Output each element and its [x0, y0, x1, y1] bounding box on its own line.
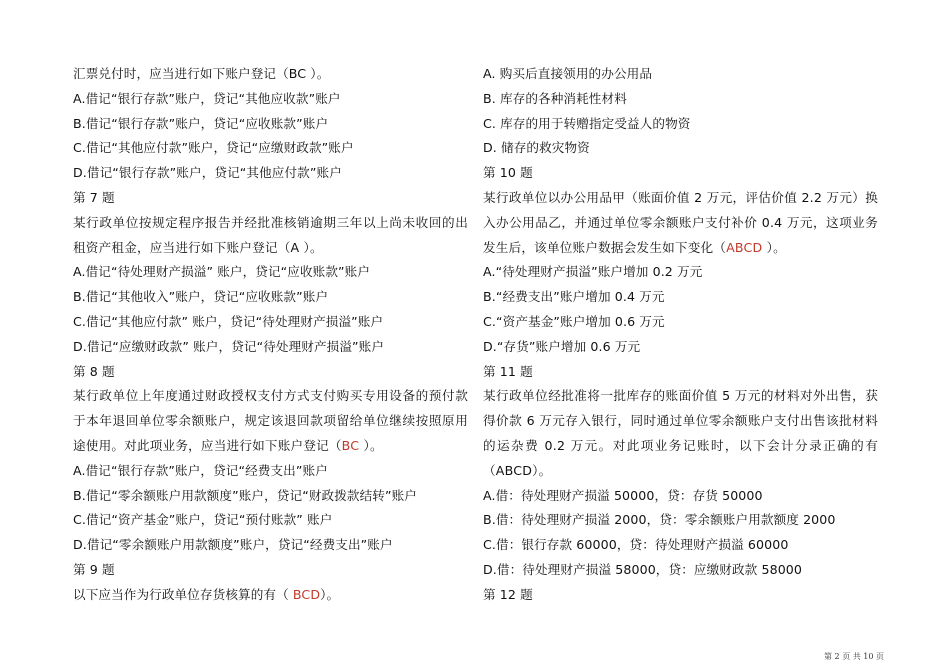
question-9-option-a: A. 购买后直接领用的办公用品: [483, 66, 653, 81]
question-8-option-a: A.借记“银行存款”账户，贷记“经费支出”账户: [73, 462, 328, 478]
question-9-option-c: C. 库存的用于转赠指定受益人的物资: [483, 115, 691, 131]
question-10-stem: [483, 186, 878, 260]
question-8-option-b: B.借记“零余额账户用款额度”账户，贷记“财政拨款结转”账户: [73, 487, 417, 503]
question-9-stem-end: ）。: [320, 586, 340, 602]
question-11-option-a: A.借：待处理财产损溢 50000，贷：存货 50000: [483, 487, 763, 503]
option-d: D.借记“银行存款”账户，贷记“其他应付款”账户: [73, 165, 342, 181]
question-11-option-b: B.借：待处理财产损溢 2000，贷：零余额账户用款额度 2000: [483, 512, 836, 528]
question-7-title: 第 7 题: [73, 189, 115, 205]
question-9-title: 第 9 题: [73, 561, 115, 577]
continued-question-stem: 汇票兑付时，应当进行如下账户登记（BC ）。: [73, 66, 330, 81]
option-b: B.借记“银行存款”账户，贷记“应收账款”账户: [73, 115, 329, 131]
question-10-option-c: C.“资产基金”账户增加 0.6 万元: [483, 313, 665, 329]
option-c: C.借记“其他应付款”账户，贷记“应缴财政款”账户: [73, 140, 354, 156]
page-number: 第 2 页 共 10 页: [824, 652, 884, 661]
question-8-answer: BC: [341, 437, 360, 453]
question-8-stem-text: 某行政单位上年度通过财政授权支付方式支付购买专用设备的预付款于本年退回单位零余额账户，规定该退回款项留给单位继续按照原用途使用。对此项业务，应当进行如下账户登记（: [73, 388, 468, 453]
question-11-title: 第 11 题: [483, 363, 533, 379]
question-10-title: 第 10 题: [483, 165, 533, 181]
question-9-stem: [73, 583, 468, 608]
question-11-stem: 某行政单位经批准将一批库存的账面价值 5 万元的材料对外出售，获得价款 6 万元存入银行，同时通过单位零余额账户支付出售该批材料的运杂费 0.2 万元。对此项业务记账时，以下会计分录正确的有（ABCD）。: [483, 388, 878, 478]
option-a: A.借记“银行存款”账户，贷记“其他应收款”账户: [73, 90, 341, 106]
question-11-option-c: C.借：银行存款 60000，贷：待处理财产损溢 60000: [483, 537, 789, 553]
question-8-stem: [73, 384, 468, 458]
question-10-option-d: D.“存货”账户增加 0.6 万元: [483, 338, 641, 354]
question-10-option-a: A.“待处理财产损溢”账户增加 0.2 万元: [483, 264, 703, 280]
question-7-option-d: D.借记“应缴财政款” 账户，贷记“待处理财产损溢”账户: [73, 338, 385, 354]
question-7-option-a: A.借记“待处理财产损溢” 账户，贷记“应收账款”账户: [73, 264, 371, 280]
left-column: [73, 62, 468, 608]
question-7-option-c: C.借记“其他应付款” 账户，贷记“待处理财产损溢”账户: [73, 313, 384, 329]
question-10-stem-text: 某行政单位以办公用品甲（账面价值 2 万元，评估价值 2.2 万元）换入办公用品乙，并通过单位零余额账户支付补价 0.4 万元，这项业务发生后，该单位账户数据会发生如下变化（: [483, 189, 878, 255]
question-8-option-d: D.借记“零余额账户用款额度”账户，贷记“经费支出”账户: [73, 537, 393, 553]
question-9-answer: BCD: [292, 586, 321, 602]
question-10-answer: ABCD: [726, 239, 763, 255]
right-column: [483, 62, 878, 608]
question-8-title: 第 8 题: [73, 363, 115, 379]
question-9-option-d: D. 储存的救灾物资: [483, 140, 590, 156]
question-10-option-b: B.“经费支出”账户增加 0.4 万元: [483, 289, 665, 305]
question-7-option-b: B.借记“其他收入”账户，贷记“应收账款”账户: [73, 289, 329, 305]
question-9-option-b: B. 库存的各种消耗性材料: [483, 90, 627, 106]
question-8-stem-end: ）。: [359, 437, 383, 453]
question-12-title: 第 12 题: [483, 586, 533, 602]
question-9-stem-text: 以下应当作为行政单位存货核算的有（: [73, 586, 293, 602]
question-10-stem-end: ）。: [762, 239, 786, 255]
question-7-stem: 某行政单位按规定程序报告并经批准核销逾期三年以上尚未收回的出租资产租金，应当进行如下账户登记（A ）。: [73, 214, 468, 255]
question-11-option-d: D.借：待处理财产损溢 58000，贷：应缴财政款 58000: [483, 561, 803, 577]
question-8-option-c: C.借记“资产基金”账户，贷记“预付账款” 账户: [73, 512, 333, 528]
